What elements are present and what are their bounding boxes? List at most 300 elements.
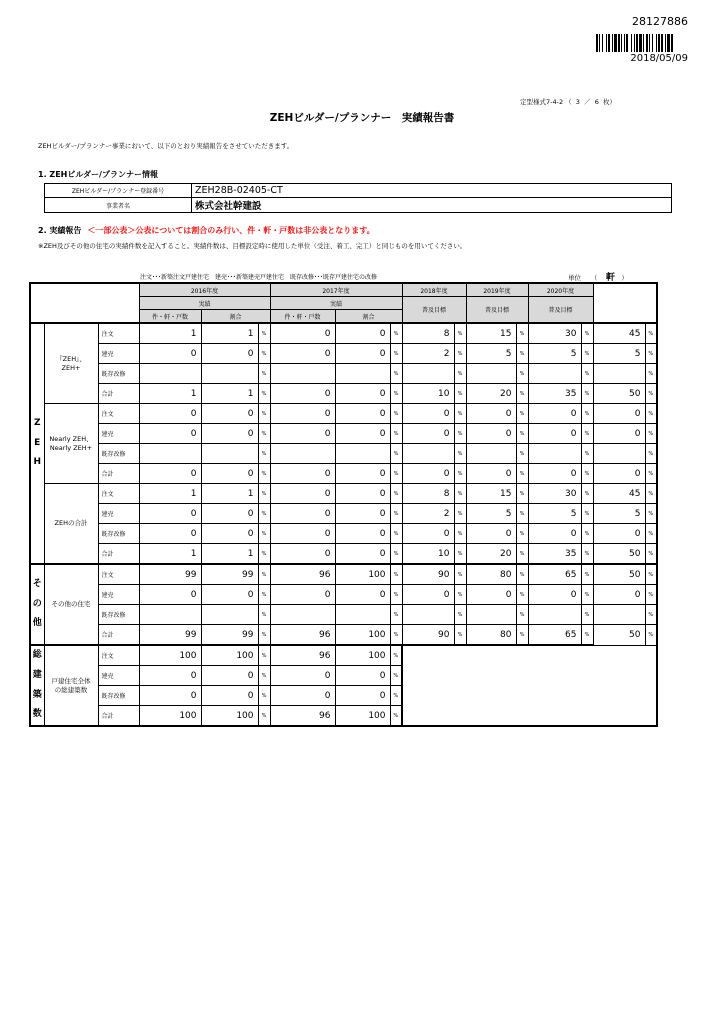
value-cell: 5 — [466, 344, 516, 364]
percent-sign: % — [454, 524, 466, 544]
value-cell: 0 — [335, 323, 390, 344]
value-cell: 0 — [466, 404, 516, 424]
value-cell: 8 — [402, 323, 454, 344]
percent-sign: % — [390, 464, 402, 484]
value-cell: 30 — [528, 484, 581, 504]
value-cell: 80 — [466, 564, 516, 585]
value-cell: 0 — [335, 504, 390, 524]
percent-sign: % — [454, 404, 466, 424]
percent-sign: % — [258, 706, 270, 727]
value-cell: 96 — [270, 564, 335, 585]
value-cell: 0 — [139, 585, 201, 605]
section2-title: 2. 実績報告 — [38, 226, 82, 235]
percent-sign: % — [390, 384, 402, 404]
value-cell: 0 — [466, 524, 516, 544]
value-cell: 8 — [402, 484, 454, 504]
empty-cell — [516, 686, 528, 706]
percent-sign: % — [258, 524, 270, 544]
row-label: 既存改修 — [98, 605, 139, 625]
value-cell: 1 — [201, 544, 258, 565]
section2-heading — [38, 225, 375, 236]
value-cell — [593, 364, 645, 384]
value-cell: 0 — [528, 585, 581, 605]
percent-sign: % — [454, 504, 466, 524]
value-cell: 0 — [201, 686, 258, 706]
section1-heading: 1. ZEHビルダー/プランナー情報 — [38, 170, 158, 179]
value-cell: 0 — [335, 686, 390, 706]
percent-sign: % — [454, 364, 466, 384]
percent-sign: % — [581, 625, 593, 646]
percent-sign: % — [645, 524, 657, 544]
barcode-image — [596, 34, 688, 52]
value-cell: 99 — [201, 625, 258, 646]
value-cell: 100 — [139, 645, 201, 666]
percent-sign: % — [258, 444, 270, 464]
percent-sign: % — [258, 424, 270, 444]
row-label: 建売 — [98, 344, 139, 364]
percent-sign: % — [581, 364, 593, 384]
value-cell: 5 — [528, 344, 581, 364]
percent-sign: % — [645, 564, 657, 585]
target-header-2020: 普及目標 — [528, 297, 593, 324]
value-cell: 0 — [335, 524, 390, 544]
value-cell: 0 — [335, 464, 390, 484]
group-label-nearly: Nearly ZEH、 Nearly ZEH+ — [44, 404, 98, 484]
percent-sign: % — [645, 484, 657, 504]
barcode-bar — [639, 34, 642, 52]
value-cell: 10 — [402, 384, 454, 404]
value-cell: 1 — [139, 323, 201, 344]
row-label: 建売 — [98, 504, 139, 524]
empty-cell — [516, 645, 528, 666]
barcode-bar — [646, 34, 648, 52]
percent-sign: % — [581, 344, 593, 364]
value-cell: 0 — [270, 384, 335, 404]
barcode-bar — [606, 34, 607, 52]
percent-sign: % — [581, 444, 593, 464]
percent-sign: % — [390, 645, 402, 666]
value-cell: 0 — [270, 544, 335, 565]
year-header-2016: 2016年度 — [139, 283, 270, 297]
side-label-total: 総 建 築 数 — [30, 645, 44, 726]
value-cell: 30 — [528, 323, 581, 344]
percent-sign: % — [645, 504, 657, 524]
row-label: 合計 — [98, 544, 139, 565]
row-label: 合計 — [98, 625, 139, 646]
percent-sign: % — [258, 605, 270, 625]
empty-cell — [454, 666, 466, 686]
table-row — [30, 484, 657, 504]
value-cell: 0 — [201, 424, 258, 444]
percent-sign: % — [645, 464, 657, 484]
barcode-bar — [665, 34, 666, 52]
value-cell — [466, 444, 516, 464]
actual-header-2016: 実績 — [139, 297, 270, 310]
results-table — [29, 282, 658, 727]
percent-sign: % — [258, 323, 270, 344]
row-label: 既存改修 — [98, 364, 139, 384]
value-cell: 0 — [335, 424, 390, 444]
value-cell: 0 — [201, 404, 258, 424]
value-cell — [335, 364, 390, 384]
percent-sign: % — [645, 404, 657, 424]
percent-sign: % — [581, 544, 593, 565]
value-cell — [139, 605, 201, 625]
percent-sign: % — [258, 666, 270, 686]
empty-cell — [528, 706, 581, 727]
value-cell: 65 — [528, 625, 581, 646]
barcode-bar — [667, 34, 670, 52]
percent-sign: % — [454, 625, 466, 646]
section2-note: ※ZEH及びその他の住宅の実績件数を記入すること。実績件数は、目標設定時に使用した単位（受注、着工、完工）と同じものを用いてください。 — [38, 242, 467, 250]
percent-sign: % — [581, 605, 593, 625]
table-row — [30, 344, 657, 364]
percent-sign: % — [454, 444, 466, 464]
value-cell — [593, 605, 645, 625]
value-cell: 96 — [270, 706, 335, 727]
value-cell: 1 — [139, 484, 201, 504]
percent-sign: % — [516, 344, 528, 364]
value-cell: 35 — [528, 384, 581, 404]
empty-cell — [516, 666, 528, 686]
barcode-bar — [671, 34, 673, 52]
empty-cell — [581, 706, 593, 727]
value-cell: 0 — [270, 504, 335, 524]
empty-cell — [528, 666, 581, 686]
percent-sign: % — [258, 625, 270, 646]
value-cell: 2 — [402, 504, 454, 524]
percent-sign: % — [390, 424, 402, 444]
percent-sign: % — [390, 564, 402, 585]
value-cell: 0 — [402, 464, 454, 484]
value-cell: 0 — [139, 344, 201, 364]
value-cell — [270, 605, 335, 625]
row-label: 注文 — [98, 404, 139, 424]
barcode-bar — [624, 34, 625, 52]
percent-sign: % — [258, 344, 270, 364]
value-cell: 5 — [593, 504, 645, 524]
barcode-bar — [614, 34, 617, 52]
table-row — [30, 666, 657, 686]
row-label: 建売 — [98, 424, 139, 444]
percent-sign: % — [258, 384, 270, 404]
value-cell: 80 — [466, 625, 516, 646]
percent-sign: % — [645, 444, 657, 464]
document-date: 2018/05/09 — [630, 53, 688, 64]
value-cell: 10 — [402, 544, 454, 565]
table-row — [30, 384, 657, 404]
value-cell: 96 — [270, 625, 335, 646]
percent-sign: % — [581, 323, 593, 344]
percent-sign: % — [390, 524, 402, 544]
value-cell: 0 — [466, 464, 516, 484]
row-label: 合計 — [98, 706, 139, 727]
value-cell: 100 — [335, 564, 390, 585]
percent-sign: % — [516, 524, 528, 544]
value-cell: 100 — [335, 625, 390, 646]
row-label: 合計 — [98, 464, 139, 484]
empty-cell — [466, 706, 516, 727]
empty-cell — [402, 686, 454, 706]
category-legend: 注文･･･新築注文戸建住宅 建売･･･新築建売戸建住宅 既存改修･･･既存戸建住宅の改修 — [140, 274, 378, 281]
barcode-bar — [596, 34, 598, 52]
percent-sign: % — [390, 544, 402, 565]
percent-sign: % — [581, 504, 593, 524]
percent-sign: % — [516, 364, 528, 384]
value-cell: 0 — [466, 424, 516, 444]
value-cell: 0 — [139, 464, 201, 484]
value-cell: 1 — [201, 484, 258, 504]
empty-cell — [454, 706, 466, 727]
percent-sign: % — [258, 464, 270, 484]
value-cell — [335, 444, 390, 464]
intro-text: ZEHビルダー/プランナー事業において、以下のとおり実績報告をさせていただきます。 — [38, 142, 294, 150]
group-label-zeh: 『ZEH』、 ZEH+ — [44, 323, 98, 404]
percent-sign: % — [645, 585, 657, 605]
value-cell — [528, 444, 581, 464]
percent-sign: % — [581, 524, 593, 544]
table-row — [30, 544, 657, 565]
empty-cell — [454, 645, 466, 666]
percent-sign: % — [258, 404, 270, 424]
row-label: 合計 — [98, 384, 139, 404]
table-row — [30, 444, 657, 464]
count-header-2016: 件・軒・戸数 — [139, 310, 201, 324]
percent-sign: % — [258, 504, 270, 524]
percent-sign: % — [390, 686, 402, 706]
table-row — [30, 464, 657, 484]
barcode-bar — [658, 34, 660, 52]
side-label-other: そ の 他 — [30, 564, 44, 645]
value-cell: 0 — [270, 344, 335, 364]
group-label-total: 戸建住宅全体 の総建築数 — [44, 645, 98, 726]
value-cell — [593, 444, 645, 464]
value-cell: 35 — [528, 544, 581, 565]
percent-sign: % — [645, 605, 657, 625]
ratio-header-2017: 割合 — [335, 310, 402, 324]
percent-sign: % — [645, 625, 657, 646]
empty-cell — [528, 645, 581, 666]
empty-cell — [466, 666, 516, 686]
value-cell — [466, 364, 516, 384]
percent-sign: % — [390, 504, 402, 524]
percent-sign: % — [581, 424, 593, 444]
value-cell: 100 — [201, 645, 258, 666]
percent-sign: % — [258, 686, 270, 706]
value-cell: 5 — [466, 504, 516, 524]
table-row — [30, 585, 657, 605]
percent-sign: % — [390, 364, 402, 384]
table-row — [30, 605, 657, 625]
value-cell: 50 — [593, 384, 645, 404]
builder-info-table — [44, 183, 672, 213]
value-cell: 100 — [335, 645, 390, 666]
group-label-zeh_total: ZEHの合計 — [44, 484, 98, 565]
value-cell: 0 — [593, 585, 645, 605]
value-cell: 0 — [402, 404, 454, 424]
percent-sign: % — [390, 404, 402, 424]
value-cell: 0 — [201, 344, 258, 364]
barcode-bar — [656, 34, 657, 52]
value-cell — [139, 364, 201, 384]
value-cell: 1 — [139, 544, 201, 565]
row-label: 注文 — [98, 645, 139, 666]
value-cell — [335, 605, 390, 625]
value-cell: 100 — [201, 706, 258, 727]
value-cell: 0 — [402, 524, 454, 544]
value-cell: 0 — [335, 404, 390, 424]
value-cell: 0 — [335, 484, 390, 504]
value-cell: 0 — [201, 464, 258, 484]
barcode-bar — [634, 34, 635, 52]
value-cell: 50 — [593, 625, 645, 646]
value-cell: 1 — [139, 384, 201, 404]
value-cell: 0 — [402, 424, 454, 444]
year-header-2017: 2017年度 — [270, 283, 402, 297]
percent-sign: % — [258, 564, 270, 585]
percent-sign: % — [258, 585, 270, 605]
empty-cell — [516, 706, 528, 727]
empty-cell — [402, 666, 454, 686]
row-label: 注文 — [98, 323, 139, 344]
percent-sign: % — [258, 645, 270, 666]
value-cell: 0 — [201, 585, 258, 605]
value-cell: 0 — [270, 464, 335, 484]
percent-sign: % — [454, 564, 466, 585]
barcode-bar — [608, 34, 610, 52]
percent-sign: % — [581, 564, 593, 585]
value-cell: 0 — [139, 404, 201, 424]
percent-sign: % — [454, 484, 466, 504]
percent-sign: % — [516, 424, 528, 444]
value-cell — [402, 605, 454, 625]
percent-sign: % — [516, 625, 528, 646]
percent-sign: % — [258, 364, 270, 384]
value-cell: 0 — [139, 524, 201, 544]
row-label: 建売 — [98, 666, 139, 686]
form-number: 定型様式7-4-2 （ 3 ／ 6 枚） — [520, 98, 616, 106]
percent-sign: % — [516, 564, 528, 585]
barcode-bar — [626, 34, 628, 52]
percent-sign: % — [390, 484, 402, 504]
value-cell: 5 — [528, 504, 581, 524]
ratio-header-2016: 割合 — [201, 310, 270, 324]
header-corner — [30, 283, 139, 323]
table-row — [30, 323, 657, 344]
document-id: 28127886 — [632, 15, 688, 28]
unit-close-paren: ） — [621, 274, 628, 282]
empty-cell — [402, 706, 454, 727]
value-cell: 50 — [593, 564, 645, 585]
value-cell: 90 — [402, 564, 454, 585]
table-row — [30, 564, 657, 585]
header-row-years — [30, 283, 657, 297]
percent-sign: % — [454, 544, 466, 565]
value-cell: 15 — [466, 323, 516, 344]
value-cell: 100 — [335, 706, 390, 727]
barcode-bar — [599, 34, 600, 52]
table-row — [30, 645, 657, 666]
value-cell: 0 — [270, 484, 335, 504]
target-header-2019: 普及目標 — [466, 297, 528, 324]
percent-sign: % — [516, 605, 528, 625]
registration-number-label: ZEHビルダー/プランナー登録番号 — [45, 184, 192, 198]
table-row — [30, 364, 657, 384]
company-name-label: 事業者名 — [45, 198, 192, 213]
barcode-bar — [618, 34, 620, 52]
percent-sign: % — [258, 544, 270, 565]
count-header-2017: 件・軒・戸数 — [270, 310, 335, 324]
percent-sign: % — [454, 344, 466, 364]
value-cell — [139, 444, 201, 464]
value-cell: 0 — [270, 666, 335, 686]
unit-label: 単位 — [568, 274, 581, 282]
value-cell — [270, 444, 335, 464]
value-cell: 0 — [139, 666, 201, 686]
value-cell: 5 — [593, 344, 645, 364]
percent-sign: % — [645, 384, 657, 404]
percent-sign: % — [258, 484, 270, 504]
row-label: 建売 — [98, 585, 139, 605]
percent-sign: % — [516, 404, 528, 424]
empty-cell — [581, 686, 593, 706]
percent-sign: % — [645, 364, 657, 384]
value-cell: 0 — [335, 544, 390, 565]
registration-number-value: ZEH28B-02405-CT — [192, 184, 672, 198]
empty-cell — [466, 645, 516, 666]
percent-sign: % — [581, 585, 593, 605]
group-label-other: その他の住宅 — [44, 564, 98, 645]
value-cell: 0 — [139, 424, 201, 444]
percent-sign: % — [581, 404, 593, 424]
percent-sign: % — [645, 323, 657, 344]
barcode-bar — [649, 34, 650, 52]
empty-cell — [528, 686, 581, 706]
barcode-bar — [636, 34, 638, 52]
table-row — [30, 424, 657, 444]
value-cell: 1 — [201, 384, 258, 404]
percent-sign: % — [454, 384, 466, 404]
table-row — [30, 686, 657, 706]
empty-cell — [454, 686, 466, 706]
empty-cell — [466, 686, 516, 706]
disclosure-notice: ＜一部公表＞公表については割合のみ行い、件・軒・戸数は非公表となります。 — [87, 226, 375, 235]
barcode-bar — [652, 34, 653, 52]
value-cell: 0 — [528, 404, 581, 424]
percent-sign: % — [454, 605, 466, 625]
target-header-2018: 普及目標 — [402, 297, 466, 324]
value-cell — [528, 364, 581, 384]
value-cell — [466, 605, 516, 625]
value-cell: 65 — [528, 564, 581, 585]
percent-sign: % — [390, 344, 402, 364]
value-cell: 1 — [201, 323, 258, 344]
percent-sign: % — [454, 585, 466, 605]
row-label: 既存改修 — [98, 444, 139, 464]
row-label: 既存改修 — [98, 524, 139, 544]
value-cell: 0 — [335, 344, 390, 364]
value-cell: 0 — [335, 585, 390, 605]
value-cell: 0 — [139, 686, 201, 706]
barcode-bar — [612, 34, 613, 52]
percent-sign: % — [390, 585, 402, 605]
unit-value: 軒 — [605, 273, 615, 283]
page-title: ZEHビルダー/プランナー 実績報告書 — [269, 112, 455, 124]
value-cell: 0 — [593, 424, 645, 444]
value-cell: 96 — [270, 645, 335, 666]
barcode-bar — [661, 34, 663, 52]
actual-header-2017: 実績 — [270, 297, 402, 310]
